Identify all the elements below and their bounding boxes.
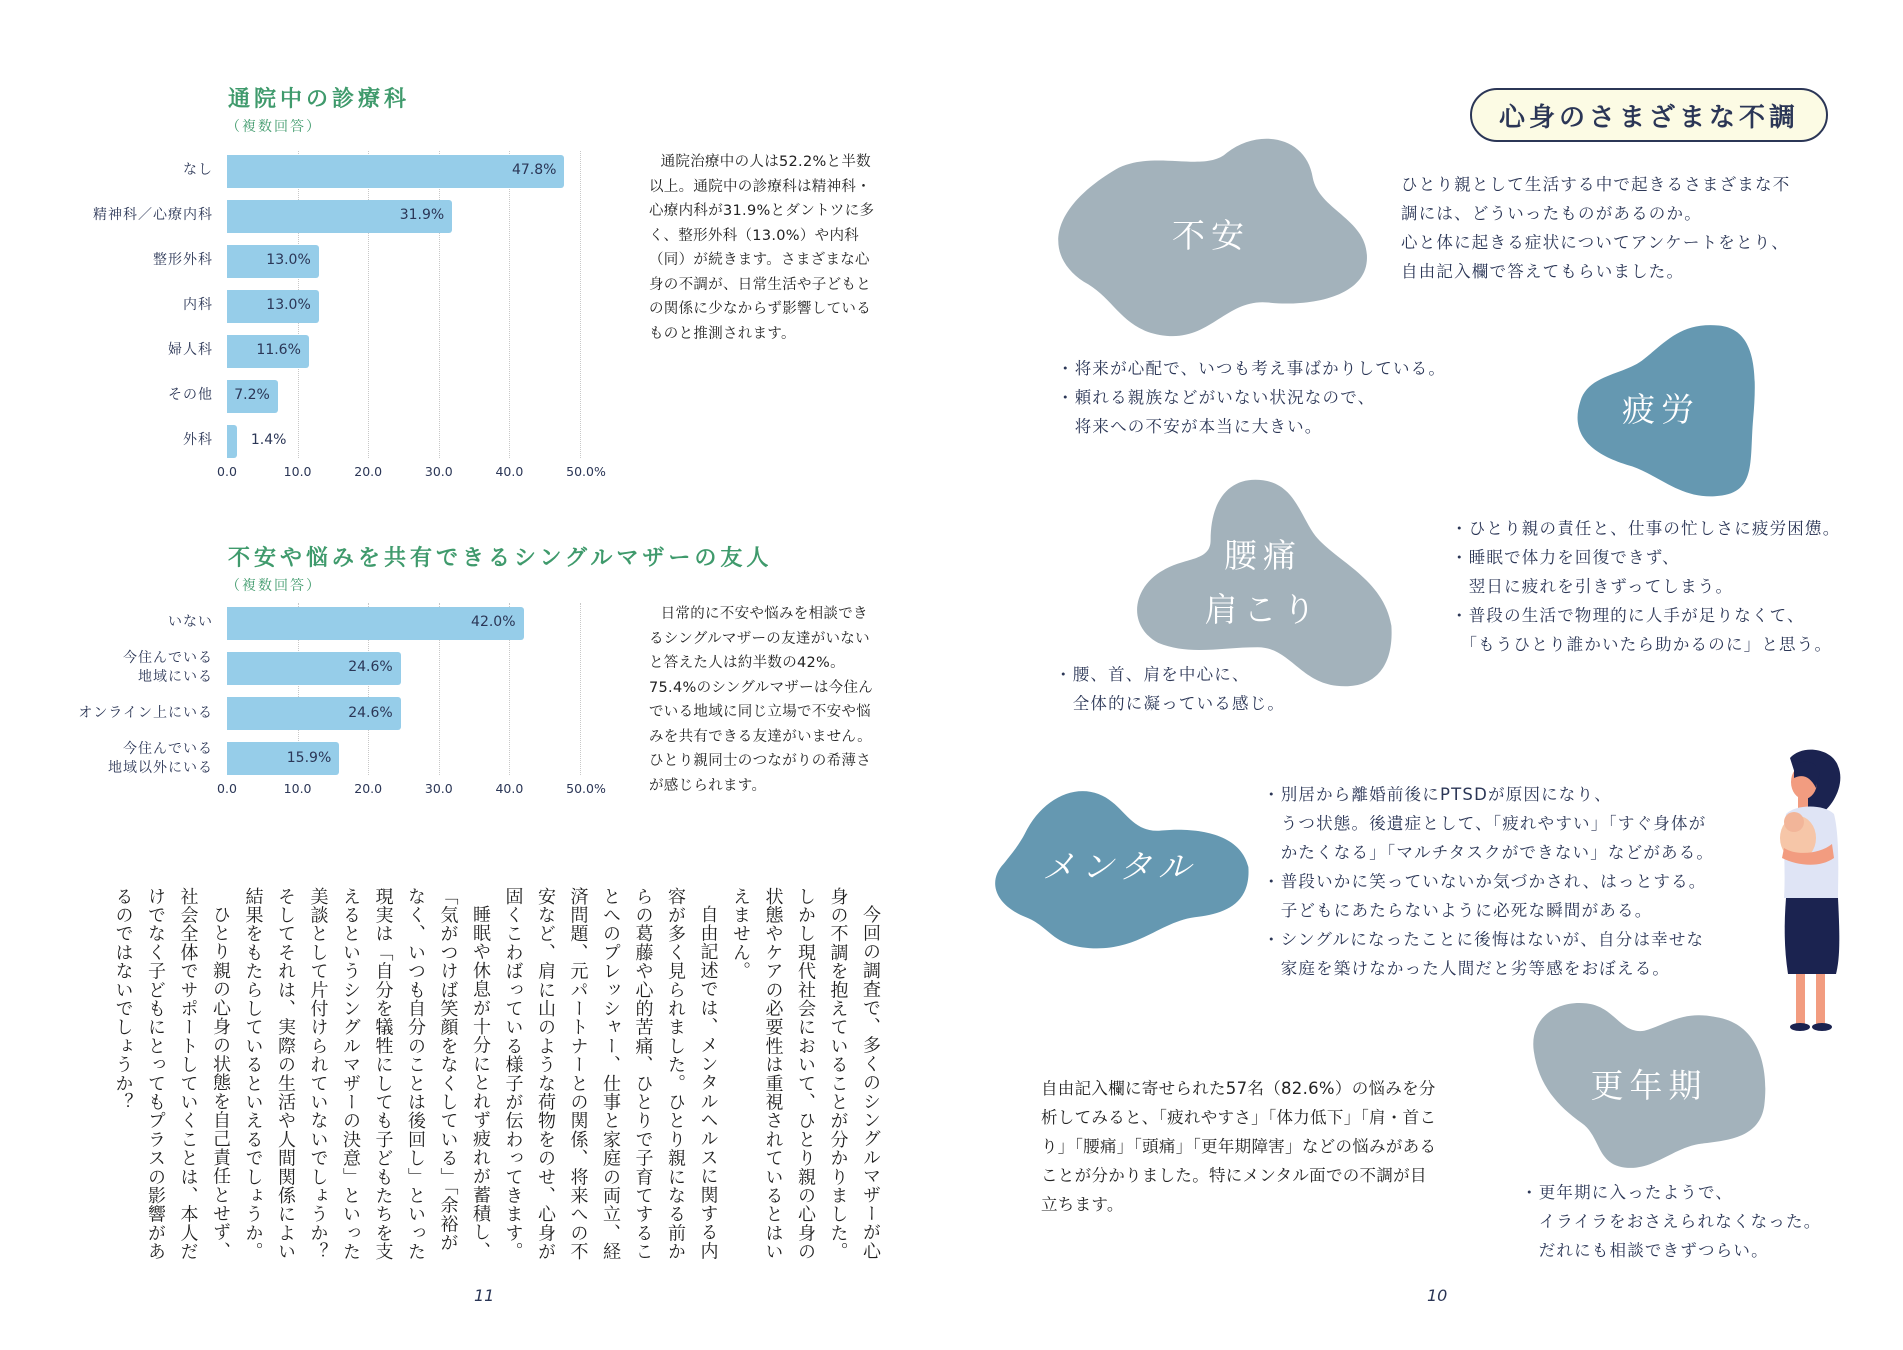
section-heading-text: 心身のさまざまな不調 [1498, 102, 1799, 133]
bar-value-label: 1.4% [250, 432, 287, 448]
mother-holding-baby-illustration [1776, 748, 1860, 1034]
fatigue-comments [1451, 514, 1840, 659]
comment-line: うつ状態。後遺症として、「疲れやすい」「すぐ身体が [1263, 814, 1707, 833]
blob-label-menopause: 更年期 [1590, 1065, 1708, 1105]
chart2-subtitle: （複数回答） [226, 578, 322, 594]
bar-value-label: 31.9% [399, 207, 445, 223]
x-tick-label: 40.0 [495, 463, 524, 479]
comment-line: 将来への不安が本当に大きい。 [1057, 417, 1323, 436]
category-label: 整形外科 [153, 252, 213, 268]
back-pain-comments [1055, 660, 1285, 718]
vertical-essay [96, 887, 886, 1267]
chart1-note: 通院治療中の人は52.2%と半数以上。通院中の診療科は精神科・心療内科が31.9%とダントツに多く、整形外科（13.0%）や内科（同）が続きます。さまざまな心身の不調が、日常生活や子どもとの関係に少なからず影響しているものと推測されます。 [649, 154, 875, 342]
mental-comments [1263, 780, 1714, 983]
intro-line: 心と体に起きる症状についてアンケートをとり、 [1401, 233, 1790, 252]
blob-mental [988, 784, 1251, 950]
x-tick-label: 0.0 [217, 463, 237, 479]
intro-line: ひとり親として生活する中で起きるさまざまな不 [1401, 175, 1791, 194]
bar-value-label: 13.0% [266, 252, 311, 268]
chart2-note: 日常的に不安や悩みを相談できるシングルマザーの友達がいないと答えた人は約半数の42%。75.4%のシングルマザーは今住んでいる地域に同じ立場で不安や悩みを共有できる友達がいません。ひとり親同士のつながりの希薄さが感じられます。 [649, 606, 874, 794]
comment-line: だれにも相談できずつらい。 [1521, 1241, 1769, 1260]
menopause-comments [1521, 1178, 1821, 1265]
comment-line: ・ひとり親の責任と、仕事の忙しさに疲労困憊。 [1451, 519, 1841, 538]
comment-line: ・腰、首、肩を中心に、 [1055, 665, 1250, 684]
gridline [368, 151, 369, 458]
comment-line: 翌日に疲れを引きずってしまう。 [1451, 577, 1734, 596]
section-heading [1470, 88, 1828, 142]
bar-value-label: 24.6% [348, 704, 393, 721]
blob-back-pain [1132, 476, 1394, 690]
category-label: 婦人科 [168, 342, 213, 358]
comment-line: 家庭を築けなかった人間だと劣等感をおぼえる。 [1263, 959, 1671, 978]
comment-line: ・普段いかに笑っていないか気づかされ、はっとする。 [1263, 872, 1707, 891]
bar-value-label: 7.2% [234, 387, 270, 403]
page-number-right: 10 [1427, 1286, 1448, 1305]
blob-label-fatigue: 疲労 [1622, 390, 1700, 429]
gridline [509, 151, 510, 458]
summary-text: 自由記入欄に寄せられた57名（82.6%）の悩みを分析してみると、「疲れやすさ」「体力低下」「肩・首こり」「腰痛」「頭痛」「更年期障害」などの悩みがあることが分かりました。特にメンタル面での不調が目立ちます。 [1041, 1079, 1437, 1214]
bar-value-label: 11.6% [256, 342, 301, 358]
x-tick-label: 40.0 [495, 781, 524, 797]
category-label: いない [168, 614, 213, 630]
essay-paragraph: 今回の調査で、多くのシングルマザーが心身の不調を抱えていることが分かりました。しかし現代社会において、ひとり親の心身の状態やケアの必要性は重視されているとはいえません。 [730, 887, 881, 1261]
intro-line: 調には、どういったものがあるのか。 [1401, 204, 1702, 223]
comment-line: イライラをおさえられなくなった。 [1521, 1212, 1822, 1231]
x-tick-label: 50.0% [566, 781, 606, 797]
comment-line: 全体的に凝っている感じ。 [1055, 694, 1286, 713]
x-tick-label: 50.0% [566, 463, 606, 479]
category-label: 精神科／心療内科 [93, 207, 213, 223]
essay-paragraph: 睡眠や休息が十分にとれず疲れが蓄積し、「気がつけば笑顔をなくしている」「余裕がなく、いつも自分のことは後回し」といった現実は「自分を犠牲にしても子どもたちを支えるというシングルマザーの決意」といった美談として片付けられていないでしょうか？そしてそれは、実際の生活や人間関係によい結果をもたらしているといえるでしょうか。 [242, 887, 491, 1261]
blob-fatigue [1565, 322, 1757, 498]
x-tick-label: 0.0 [217, 781, 237, 797]
page-number-left: 11 [474, 1286, 495, 1305]
bar-value-label: 47.8% [511, 162, 557, 178]
blob-label-anxiety: 不安 [1172, 216, 1250, 255]
x-tick-label: 30.0 [424, 781, 453, 797]
comment-line: ・シングルになったことに後悔はないが、自分は幸せな [1263, 930, 1705, 949]
chart1-subtitle: （複数回答） [226, 119, 322, 135]
bar-value-label: 42.0% [471, 614, 516, 630]
category-label: 内科 [183, 297, 213, 313]
category-label: 今住んでいる 地域にいる [123, 650, 213, 686]
essay-paragraph: 自由記述では、メンタルヘルスに関する内容が多く見られました。ひとり親になる前からの葛藤や心的苦痛、ひとりで子育てすることへのプレッシャー、仕事と家庭の両立、経済問題、元パートナーとの関係、将来への不安など、肩に山のような荷物をのせ、心身が固くこわばっている様子が伝わってきます。 [502, 887, 719, 1261]
category-label: 今住んでいる 地域以外にいる [108, 740, 213, 776]
essay-paragraph: ひとり親の心身の状態を自己責任とせず、社会全体でサポートしていくことは、本人だけでなく子どもにとってもプラスの影響があるのではないでしょうか？ [112, 887, 231, 1261]
category-label: 外科 [183, 432, 213, 448]
category-label: その他 [168, 387, 213, 403]
comment-line: 「もうひとり誰かいたら助かるのに」と思う。 [1451, 635, 1833, 654]
bar-value-label: 13.0% [266, 297, 311, 313]
anxiety-comments [1057, 354, 1446, 441]
comment-line: ・将来が心配で、いつも考え事ばかりしている。 [1057, 359, 1447, 378]
blob-menopause [1529, 1000, 1769, 1171]
blob-label-back-pain: 腰痛 肩こり [1204, 536, 1322, 629]
comment-line: ・普段の生活で物理的に人手が足りなくて、 [1451, 606, 1805, 625]
category-label: なし [183, 162, 213, 178]
comment-line: ・更年期に入ったようで、 [1521, 1183, 1734, 1202]
x-tick-label: 20.0 [354, 463, 383, 479]
intro-text [1401, 170, 1790, 286]
blob-label-mental: メンタル [1042, 847, 1197, 886]
comment-line: ・睡眠で体力を回復できず、 [1451, 548, 1680, 567]
blob-anxiety [1052, 132, 1370, 340]
comment-line: 子どもにあたらないように必死な瞬間がある。 [1263, 901, 1653, 920]
intro-line: 自由記入欄で答えてもらいました。 [1401, 262, 1685, 281]
category-label: オンライン上にいる [78, 704, 213, 721]
bar [227, 425, 237, 458]
gridline [580, 603, 581, 776]
chart2-title: 不安や悩みを共有できるシングルマザーの友人 [228, 546, 773, 571]
comment-line: かたくなる」「マルチタスクができない」などがある。 [1263, 843, 1715, 862]
x-tick-label: 30.0 [424, 463, 453, 479]
bar-value-label: 15.9% [286, 749, 332, 766]
x-tick-label: 10.0 [283, 781, 312, 797]
gridline [580, 151, 581, 458]
x-tick-label: 10.0 [283, 463, 312, 479]
comment-line: ・別居から離婚前後にPTSDが原因になり、 [1263, 785, 1612, 804]
bar-value-label: 24.6% [348, 659, 393, 676]
gridline [439, 151, 440, 458]
x-tick-label: 20.0 [354, 781, 383, 797]
comment-line: ・頼れる親族などがいない状況なので、 [1057, 388, 1376, 407]
chart1-title: 通院中の診療科 [228, 87, 411, 112]
